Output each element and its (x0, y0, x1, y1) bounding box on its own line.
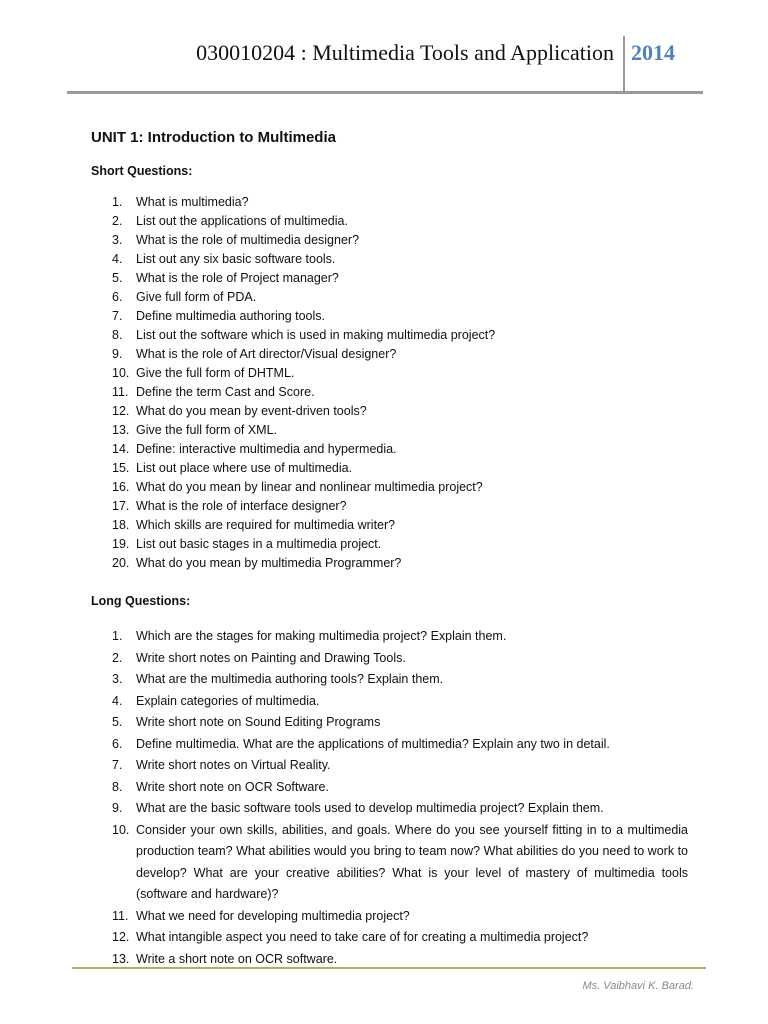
question-number: 9. (112, 801, 123, 815)
course-title: 030010204 : Multimedia Tools and Application (196, 40, 614, 65)
question-text: Write a short note on OCR software. (136, 951, 338, 966)
question-number: 5. (112, 715, 123, 729)
question-number: 7. (112, 309, 123, 323)
long-questions-heading: Long Questions: (91, 594, 191, 608)
question-item (0, 364, 688, 383)
question-item (0, 648, 688, 670)
question-number: 11. (112, 908, 129, 923)
question-text: Write short note on Sound Editing Programs (136, 715, 381, 729)
question-text: Write short note on OCR Software. (136, 779, 329, 794)
question-number: 11. (112, 385, 129, 399)
question-item (0, 421, 688, 440)
question-text: Give the full form of DHTML. (136, 366, 295, 380)
question-text: Define: interactive multimedia and hypermedia. (136, 442, 397, 456)
question-item (0, 734, 688, 756)
question-item (0, 691, 688, 713)
question-text: Write short notes on Painting and Drawing Tools. (136, 650, 406, 665)
question-number: 9. (112, 347, 123, 361)
question-item (0, 478, 688, 497)
question-number: 7. (112, 758, 123, 772)
question-text: List out the applications of multimedia. (136, 214, 348, 228)
question-number: 17. (112, 499, 130, 513)
question-item (0, 250, 688, 269)
question-text: List out basic stages in a multimedia project. (136, 537, 382, 551)
question-text: Define multimedia. What are the applications of multimedia? Explain any two in detail. (136, 736, 610, 751)
question-item (0, 326, 688, 345)
question-text: Explain categories of multimedia. (136, 693, 320, 708)
question-item (0, 402, 688, 421)
question-number: 8. (112, 328, 123, 342)
question-number: 6. (112, 736, 123, 751)
header-rule (67, 91, 703, 94)
question-number: 8. (112, 779, 123, 794)
question-item (0, 193, 688, 212)
question-item (0, 554, 688, 573)
question-number: 10. (112, 822, 130, 837)
question-item (0, 231, 688, 250)
question-number: 14. (112, 442, 130, 456)
question-item (0, 669, 688, 691)
question-text: List out the software which is used in making multimedia project? (136, 328, 496, 342)
question-text: What do you mean by multimedia Programmer? (136, 556, 402, 570)
question-item (0, 820, 688, 906)
question-number: 3. (112, 233, 123, 247)
question-item (0, 535, 688, 554)
question-item (0, 307, 688, 326)
question-number: 19. (112, 537, 130, 551)
question-item (0, 777, 688, 799)
question-text: What is multimedia? (136, 195, 249, 209)
question-number: 12. (112, 930, 130, 944)
question-number: 6. (112, 290, 123, 304)
question-number: 4. (112, 693, 123, 708)
question-number: 18. (112, 518, 130, 532)
question-text: Give full form of PDA. (136, 290, 257, 304)
question-item (0, 440, 688, 459)
question-item (0, 755, 688, 777)
question-text: Which skills are required for multimedia writer? (136, 518, 396, 532)
question-number: 12. (112, 404, 130, 418)
question-text: What we need for developing multimedia project? (136, 908, 410, 923)
question-number: 13. (112, 951, 130, 966)
question-text: What are the multimedia authoring tools? Explain them. (136, 672, 444, 686)
question-item (0, 383, 688, 402)
question-item (0, 288, 688, 307)
question-text: Define the term Cast and Score. (136, 385, 315, 399)
question-number: 15. (112, 461, 130, 475)
footer-author: Ms. Vaibhavi K. Barad. (582, 980, 694, 992)
question-item (0, 459, 688, 478)
question-item (0, 269, 688, 288)
question-text: What do you mean by linear and nonlinear multimedia project? (136, 480, 483, 494)
question-number: 16. (112, 480, 130, 494)
short-questions-heading: Short Questions: (91, 164, 193, 178)
question-item (0, 212, 688, 231)
question-text: What is the role of interface designer? (136, 499, 347, 513)
question-text: What do you mean by event-driven tools? (136, 404, 367, 418)
question-item (0, 712, 688, 734)
short-questions-list (0, 193, 688, 573)
question-item (0, 345, 688, 364)
question-number: 4. (112, 252, 123, 266)
question-number: 2. (112, 650, 123, 665)
question-item (0, 516, 688, 535)
question-number: 10. (112, 366, 130, 380)
question-item (0, 497, 688, 516)
question-text: Give the full form of XML. (136, 423, 278, 437)
question-text: Define multimedia authoring tools. (136, 309, 325, 323)
footer-rule (72, 967, 706, 969)
question-text: Write short notes on Virtual Reality. (136, 758, 331, 772)
unit-title: UNIT 1: Introduction to Multimedia (91, 129, 336, 146)
question-item (0, 626, 688, 648)
question-number: 1. (112, 629, 123, 643)
question-item (0, 798, 688, 820)
question-text: Consider your own skills, abilities, and goals. Where do you see yourself fitting in to a multimedia production team? What abilities would you bring to team now? What abilities do you need to work to develop? What are your creative abilities? What is your level of mastery of multimedia tools (software and hardware)? (136, 822, 688, 901)
long-questions-list (0, 626, 688, 970)
question-number: 2. (112, 214, 123, 228)
question-number: 20. (112, 556, 130, 570)
question-text: What is the role of Art director/Visual designer? (136, 347, 397, 361)
question-text: What is the role of multimedia designer? (136, 233, 360, 247)
question-item (0, 927, 688, 949)
question-text: What are the basic software tools used to develop multimedia project? Explain them. (136, 801, 604, 815)
question-item (0, 906, 688, 928)
question-number: 13. (112, 423, 130, 437)
header-year: 2014 (631, 40, 675, 65)
question-number: 3. (112, 672, 123, 686)
page-header (0, 0, 768, 94)
question-text: What is the role of Project manager? (136, 271, 339, 285)
question-text: List out place where use of multimedia. (136, 461, 353, 475)
question-text: What intangible aspect you need to take care of for creating a multimedia project? (136, 930, 589, 944)
question-text: Which are the stages for making multimedia project? Explain them. (136, 629, 507, 643)
question-number: 5. (112, 271, 123, 285)
header-divider (623, 36, 625, 92)
question-text: List out any six basic software tools. (136, 252, 336, 266)
question-number: 1. (112, 195, 123, 209)
